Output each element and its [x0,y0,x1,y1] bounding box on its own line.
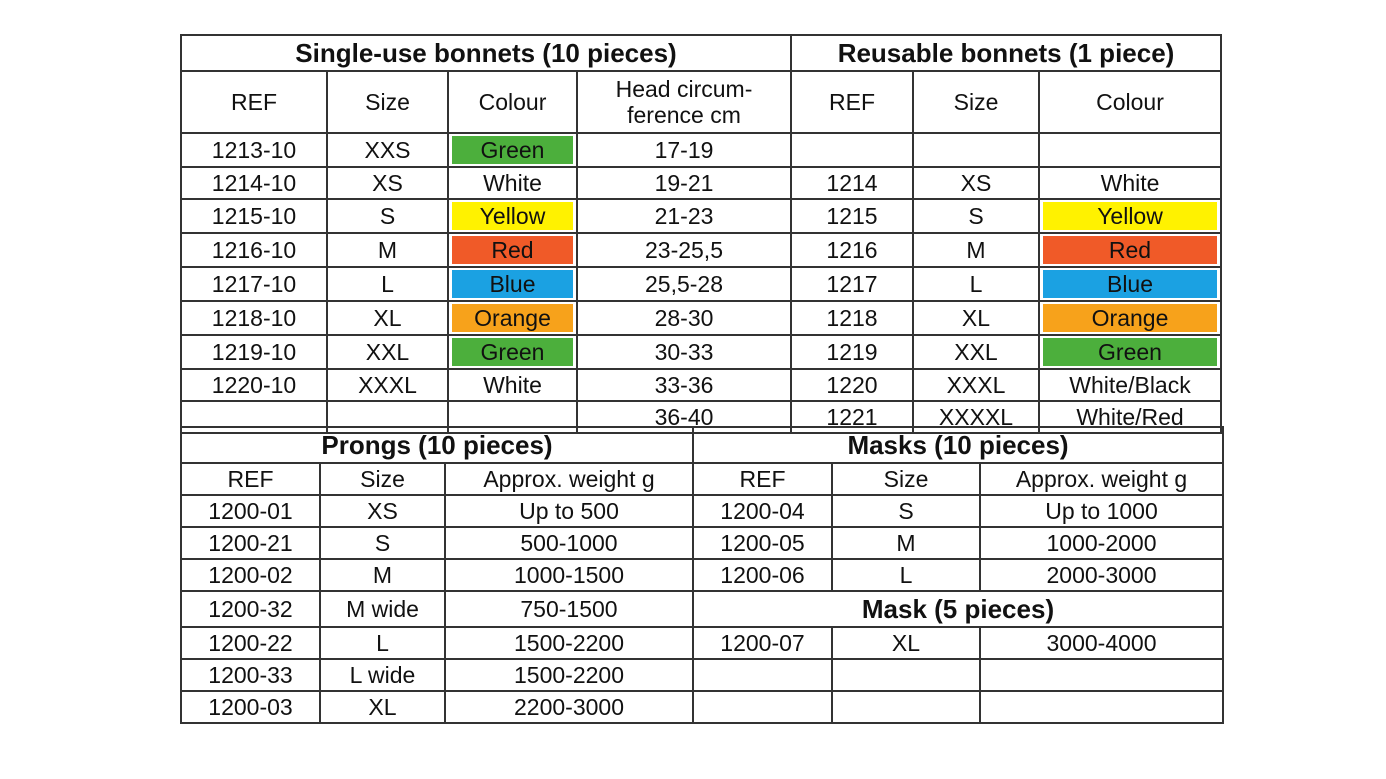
reusable-colour: White [1039,167,1221,199]
head-circumference: 36-40 [577,401,791,433]
empty-cell [693,691,832,723]
single-use-colour: White [448,167,577,199]
empty-cell [832,659,980,691]
head-circumference: 28-30 [577,301,791,335]
table-row [181,267,1221,301]
masks-ref: 1200-06 [693,559,832,591]
reusable-ref: 1217 [791,267,913,301]
prongs-header-ref: REF [181,463,320,495]
reusable-ref: 1218 [791,301,913,335]
single-use-ref: 1217-10 [181,267,327,301]
prongs-size: S [320,527,445,559]
header-ref: REF [181,71,327,133]
single-use-colour [448,335,577,369]
masks-title: Masks (10 pieces) [693,427,1223,463]
masks-header-size: Size [832,463,980,495]
reusable-colour-label: Orange [1043,304,1217,332]
prongs-size: M wide [320,591,445,627]
single-use-colour: White [448,369,577,401]
single-use-colour [448,233,577,267]
reusable-ref: 1214 [791,167,913,199]
masks-header-ref: REF [693,463,832,495]
reusable-ref: 1216 [791,233,913,267]
reusable-ref [791,133,913,167]
mask-5-title: Mask (5 pieces) [693,591,1223,627]
reusable-size: S [913,199,1039,233]
head-circumference: 33-36 [577,369,791,401]
table-row [181,559,1223,591]
single-use-colour-label: Blue [452,270,573,298]
prongs-weight: 1500-2200 [445,627,693,659]
prongs-weight: Up to 500 [445,495,693,527]
bonnets-table [180,34,1222,434]
empty-cell [980,659,1223,691]
table-row [181,369,1221,401]
prongs-header-size: Size [320,463,445,495]
prongs-weight: 750-1500 [445,591,693,627]
header-reusable-colour: Colour [1039,71,1221,133]
single-use-ref: 1215-10 [181,199,327,233]
table-row [181,335,1221,369]
reusable-colour [1039,335,1221,369]
single-use-size: XL [327,301,448,335]
head-circumference: 21-23 [577,199,791,233]
single-use-size: S [327,199,448,233]
single-use-size: L [327,267,448,301]
reusable-colour [1039,133,1221,167]
empty-cell [832,691,980,723]
single-use-colour-label: Green [452,136,573,164]
single-use-colour [448,133,577,167]
table-row [181,527,1223,559]
reusable-colour [1039,267,1221,301]
empty-cell [693,659,832,691]
prongs-header-weight: Approx. weight g [445,463,693,495]
single-use-colour-label: Green [452,338,573,366]
reusable-colour-label: Red [1043,236,1217,264]
table-row [181,167,1221,199]
reusable-colour [1039,233,1221,267]
reusable-size: XXL [913,335,1039,369]
prongs-ref: 1200-22 [181,627,320,659]
masks-weight: 1000-2000 [980,527,1223,559]
header-reusable-size: Size [913,71,1039,133]
single-use-colour [448,267,577,301]
head-circumference: 25,5-28 [577,267,791,301]
prongs-ref: 1200-33 [181,659,320,691]
table-row [181,133,1221,167]
prongs-weight: 500-1000 [445,527,693,559]
single-use-size: XXL [327,335,448,369]
head-circumference: 19-21 [577,167,791,199]
single-use-bonnets-title: Single-use bonnets (10 pieces) [181,35,791,71]
reusable-bonnets-title: Reusable bonnets (1 piece) [791,35,1221,71]
single-use-colour-label: Yellow [452,202,573,230]
prongs-weight: 1000-1500 [445,559,693,591]
single-use-size: XS [327,167,448,199]
reusable-colour: White/Red [1039,401,1221,433]
header-colour: Colour [448,71,577,133]
single-use-colour-label: Orange [452,304,573,332]
head-circumference: 23-25,5 [577,233,791,267]
mask-5-weight: 3000-4000 [980,627,1223,659]
prongs-ref: 1200-03 [181,691,320,723]
reusable-size: L [913,267,1039,301]
single-use-ref: 1213-10 [181,133,327,167]
reusable-size: XS [913,167,1039,199]
single-use-size: M [327,233,448,267]
reusable-size: M [913,233,1039,267]
reusable-colour: White/Black [1039,369,1221,401]
masks-size: L [832,559,980,591]
single-use-colour [448,199,577,233]
single-use-ref: 1218-10 [181,301,327,335]
prongs-title: Prongs (10 pieces) [181,427,693,463]
prongs-size: XL [320,691,445,723]
single-use-ref: 1219-10 [181,335,327,369]
header-head-circumference-line1: Head circum- [615,75,753,102]
head-circumference: 17-19 [577,133,791,167]
mask-5-ref: 1200-07 [693,627,832,659]
reusable-colour-label: Yellow [1043,202,1217,230]
reusable-colour [1039,199,1221,233]
table-row [181,199,1221,233]
single-use-colour-label: Red [452,236,573,264]
table-row [181,691,1223,723]
table-row [181,301,1221,335]
prongs-ref: 1200-32 [181,591,320,627]
prongs-size: L wide [320,659,445,691]
reusable-size: XXXL [913,369,1039,401]
single-use-ref: 1216-10 [181,233,327,267]
reusable-colour [1039,301,1221,335]
prongs-ref: 1200-02 [181,559,320,591]
prongs-size: M [320,559,445,591]
reusable-ref: 1221 [791,401,913,433]
prongs-size: XS [320,495,445,527]
prongs-ref: 1200-21 [181,527,320,559]
header-head-circumference [577,71,791,133]
table-row [181,233,1221,267]
table-row [181,591,1223,627]
empty-cell [980,691,1223,723]
masks-weight: Up to 1000 [980,495,1223,527]
header-head-circumference-line2: ference cm [627,102,741,128]
reusable-size: XL [913,301,1039,335]
masks-size: S [832,495,980,527]
reusable-ref: 1220 [791,369,913,401]
head-circumference: 30-33 [577,335,791,369]
masks-ref: 1200-05 [693,527,832,559]
single-use-size: XXXL [327,369,448,401]
reusable-colour-label: Blue [1043,270,1217,298]
prongs-ref: 1200-01 [181,495,320,527]
mask-5-size: XL [832,627,980,659]
single-use-ref: 1220-10 [181,369,327,401]
reusable-colour-label: Green [1043,338,1217,366]
table-row [181,627,1223,659]
reusable-ref: 1215 [791,199,913,233]
header-reusable-ref: REF [791,71,913,133]
prongs-size: L [320,627,445,659]
single-use-size: XXS [327,133,448,167]
reusable-ref: 1219 [791,335,913,369]
masks-header-weight: Approx. weight g [980,463,1223,495]
reusable-size: XXXXL [913,401,1039,433]
masks-weight: 2000-3000 [980,559,1223,591]
table-row [181,495,1223,527]
table-row [181,659,1223,691]
header-size: Size [327,71,448,133]
prongs-masks-table [180,426,1224,724]
prongs-weight: 1500-2200 [445,659,693,691]
single-use-colour [448,301,577,335]
single-use-ref: 1214-10 [181,167,327,199]
prongs-weight: 2200-3000 [445,691,693,723]
reusable-size [913,133,1039,167]
masks-size: M [832,527,980,559]
masks-ref: 1200-04 [693,495,832,527]
